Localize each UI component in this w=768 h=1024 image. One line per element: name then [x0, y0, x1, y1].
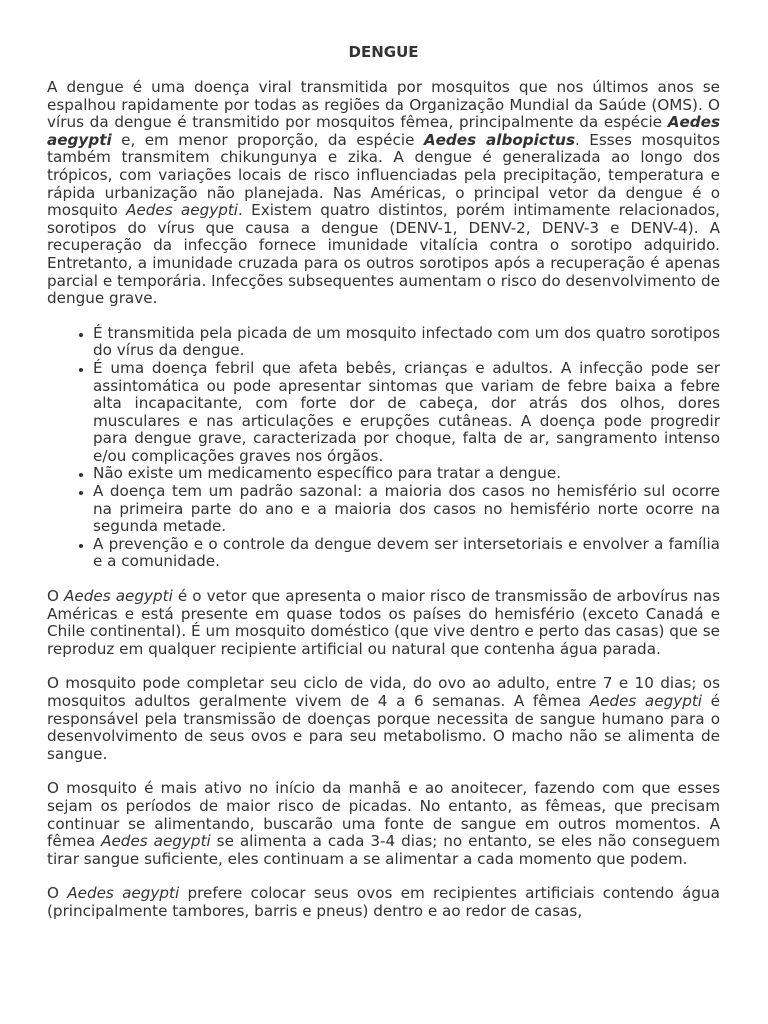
list-item: • É uma doença febril que afeta bebês, crianças e adultos. A infecção pode ser assintomática ou pode apresentar sintomas que variam de febre baixa a febre alta incapacitante, com forte dor de cabeça, dor atrás dos olhos, dores musculares e nas articulações e erupções cutâneas. A doença pode progredir para dengue grave, caracterizada por choque, falta de ar, sangramento intenso e/ou complicações graves nos órgãos.: [93, 360, 720, 466]
list-item: • Não existe um medicamento específico para tratar a dengue.: [93, 465, 720, 483]
breeding-paragraph: O Aedes aegypti prefere colocar seus ovos em recipientes artificiais contendo água (principalmente tambores, barris e pneus) dentro e ao redor de casas,: [47, 884, 720, 920]
species-name: Aedes aegypti: [589, 692, 703, 710]
life-cycle-paragraph: O mosquito pode completar seu ciclo de vida, do ovo ao adulto, entre 7 e 10 dias; os mosquitos adultos geralmente vivem de 4 a 6 semanas. A fêmea Aedes aegypti é responsável pela transmissão de doenças porque necessita de sangue humano para o desenvolvimento de seus ovos e para seu metabolismo. O macho não se alimenta de sangue.: [47, 674, 720, 763]
list-item: • A prevenção e o controle da dengue devem ser intersetoriais e envolver a família e a comunidade.: [93, 536, 720, 571]
species-name: Aedes aegypti: [126, 201, 239, 220]
list-item: • A doença tem um padrão sazonal: a maioria dos casos no hemisfério sul ocorre na primeira parte do ano e a maioria dos casos no hemisfério norte ocorre na segunda metade.: [93, 483, 720, 536]
activity-paragraph: O mosquito é mais ativo no início da manhã e ao anoitecer, fazendo com que esses sejam os períodos de maior risco de picadas. No entanto, as fêmeas, que precisam continuar se alimentando, buscarão uma fonte de sangue em outros momentos. A fêmea Aedes aegypti se alimenta a cada 3-4 dias; no entanto, se eles não conseguem tirar sangue suficiente, eles continuam a se alimentar a cada momento que podem.: [47, 779, 721, 868]
species-name: Aedes albopictus: [423, 130, 575, 149]
intro-paragraph: A dengue é uma doença viral transmitida por mosquitos que nos últimos anos se espalhou rapidamente por todas as regiões da Organização Mundial da Saúde (OMS). O vírus da dengue é transmitido por mosquitos fêmea, principalmente da espécie Aedes aegypti e, em menor proporção, da espécie Aedes albopictus. Esses mosquitos também transmitem chikungunya e zika. A dengue é generalizada ao longo dos trópicos, com variações locais de risco influenciadas pela precipitação, temperatura e rápida urbanização não planejada. Nas Américas, o principal vetor da dengue é o mosquito Aedes aegypti. Existem quatro distintos, porém intimamente relacionados, sorotipos do vírus que causa a dengue (DENV-1, DENV-2, DENV-3 e DENV-4). A recuperação da infecção fornece imunidade vitalícia contra o sorotipo adquirido. Entretanto, a imunidade cruzada para os outros sorotipos após a recuperação é apenas parcial e temporária. Infecções subsequentes aumentam o risco do desenvolvimento de dengue grave.: [47, 78, 720, 308]
list-item: • É transmitida pela picada de um mosquito infectado com um dos quatro sorotipos do vírus da dengue.: [93, 325, 720, 360]
document-title: DENGUE: [348, 43, 419, 61]
species-name: Aedes aegypti: [47, 113, 720, 149]
key-facts-list: [47, 325, 720, 571]
species-name: Aedes aegypti: [64, 587, 173, 606]
species-name: Aedes aegypti: [101, 832, 211, 851]
vector-paragraph: O Aedes aegypti é o vetor que apresenta o maior risco de transmissão de arbovírus nas Américas e está presente em quase todos os países do hemisfério (exceto Canadá e Chile continental). É um mosquito doméstico (que vive dentro e perto das casas) que se reproduz em qualquer recipiente artificial ou natural que contenha água parada.: [47, 587, 720, 658]
species-name: Aedes aegypti: [67, 884, 180, 903]
